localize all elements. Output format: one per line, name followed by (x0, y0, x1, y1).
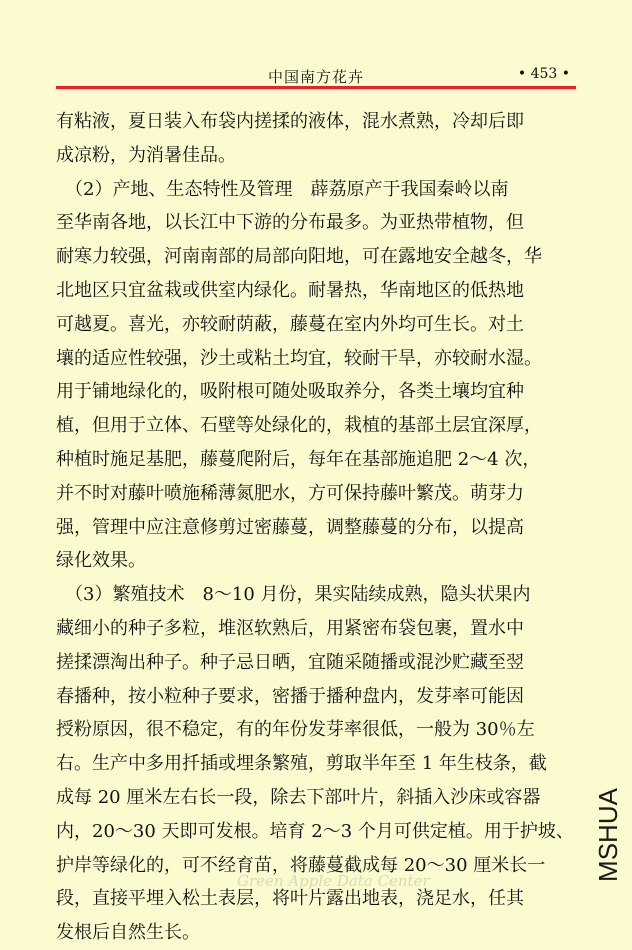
header-rule (56, 86, 576, 89)
text-line: （3）繁殖技术 8～10 月份，果实陆续成熟，隐头状果内 (56, 584, 531, 606)
text-line: 护岸等绿化的，可不经育苗，将藤蔓截成每 20～30 厘米长一 (56, 854, 546, 876)
watermark: Green Apple Data Center (237, 872, 430, 890)
side-logo-text: MSHUA (592, 788, 623, 882)
text-line: 段，直接平埋入松土表层，将叶片露出地表，浇足水，任其 (56, 888, 524, 910)
text-line: 发根后自然生长。 (56, 922, 200, 944)
text-line: 种植时施足基肥，藤蔓爬附后，每年在基部施追肥 2～4 次， (56, 448, 541, 470)
running-header (56, 66, 576, 86)
text-line: 至华南各地，以长江中下游的分布最多。为亚热带植物，但 (56, 212, 524, 234)
side-logo (590, 780, 630, 890)
page-number: • 453 • (517, 66, 570, 82)
text-line: 成凉粉，为消暑佳品。 (56, 144, 236, 166)
text-line: 春播种，按小粒种子要求，密播于播种盘内，发芽率可能因 (56, 685, 524, 707)
text-line: 耐寒力较强，河南南部的局部向阳地，可在露地安全越冬，华 (56, 246, 542, 268)
text-line: 北地区只宜盆栽或供室内绿化。耐暑热，华南地区的低热地 (56, 279, 524, 301)
body-text (56, 105, 579, 950)
text-line: 授粉原因，很不稳定，有的年份发芽率很低，一般为 30％左 (56, 719, 535, 741)
text-line: 成每 20 厘米左右长一段，除去下部叶片，斜插入沙床或容器 (56, 786, 541, 808)
text-line: 有粘液，夏日装入布袋内搓揉的液体，混水煮熟，冷却后即 (56, 111, 524, 132)
text-line: 右。生产中多用扦插或埋条繁殖，剪取半年至 1 年生枝条，截 (56, 753, 547, 775)
text-line: 壤的适应性较强，沙土或粘土均宜，较耐干旱，亦较耐水湿。 (56, 347, 542, 369)
text-line: 搓揉漂淘出种子。种子忌日晒，宜随采随播或混沙贮藏至翌 (56, 651, 524, 673)
text-line: 藏细小的种子多粒，堆沤软熟后，用紧密布袋包裹，置水中 (56, 617, 524, 639)
text-line: 植，但用于立体、石壁等处绿化的，栽植的基部土层宜深厚， (56, 415, 542, 437)
text-line: 可越夏。喜光，亦较耐荫蔽，藤蔓在室内外均可生长。对土 (56, 313, 524, 335)
text-line: 强，管理中应注意修剪过密藤蔓，调整藤蔓的分布，以提高 (56, 516, 524, 538)
text-line: 用于铺地绿化的，吸附根可随处吸取养分，各类土壤均宜种 (56, 381, 524, 403)
text-line: 内，20～30 天即可发根。培育 2～3 个月可供定植。用于护坡、 (56, 820, 574, 842)
book-title: 中国南方花卉 (268, 68, 365, 86)
text-line: 并不时对藤叶喷施稀薄氮肥水，方可保持藤叶繁茂。萌芽力 (56, 482, 524, 504)
text-line: （2）产地、生态特性及管理 薜荔原产于我国秦岭以南 (56, 178, 509, 200)
text-line: 绿化效果。 (56, 550, 146, 572)
